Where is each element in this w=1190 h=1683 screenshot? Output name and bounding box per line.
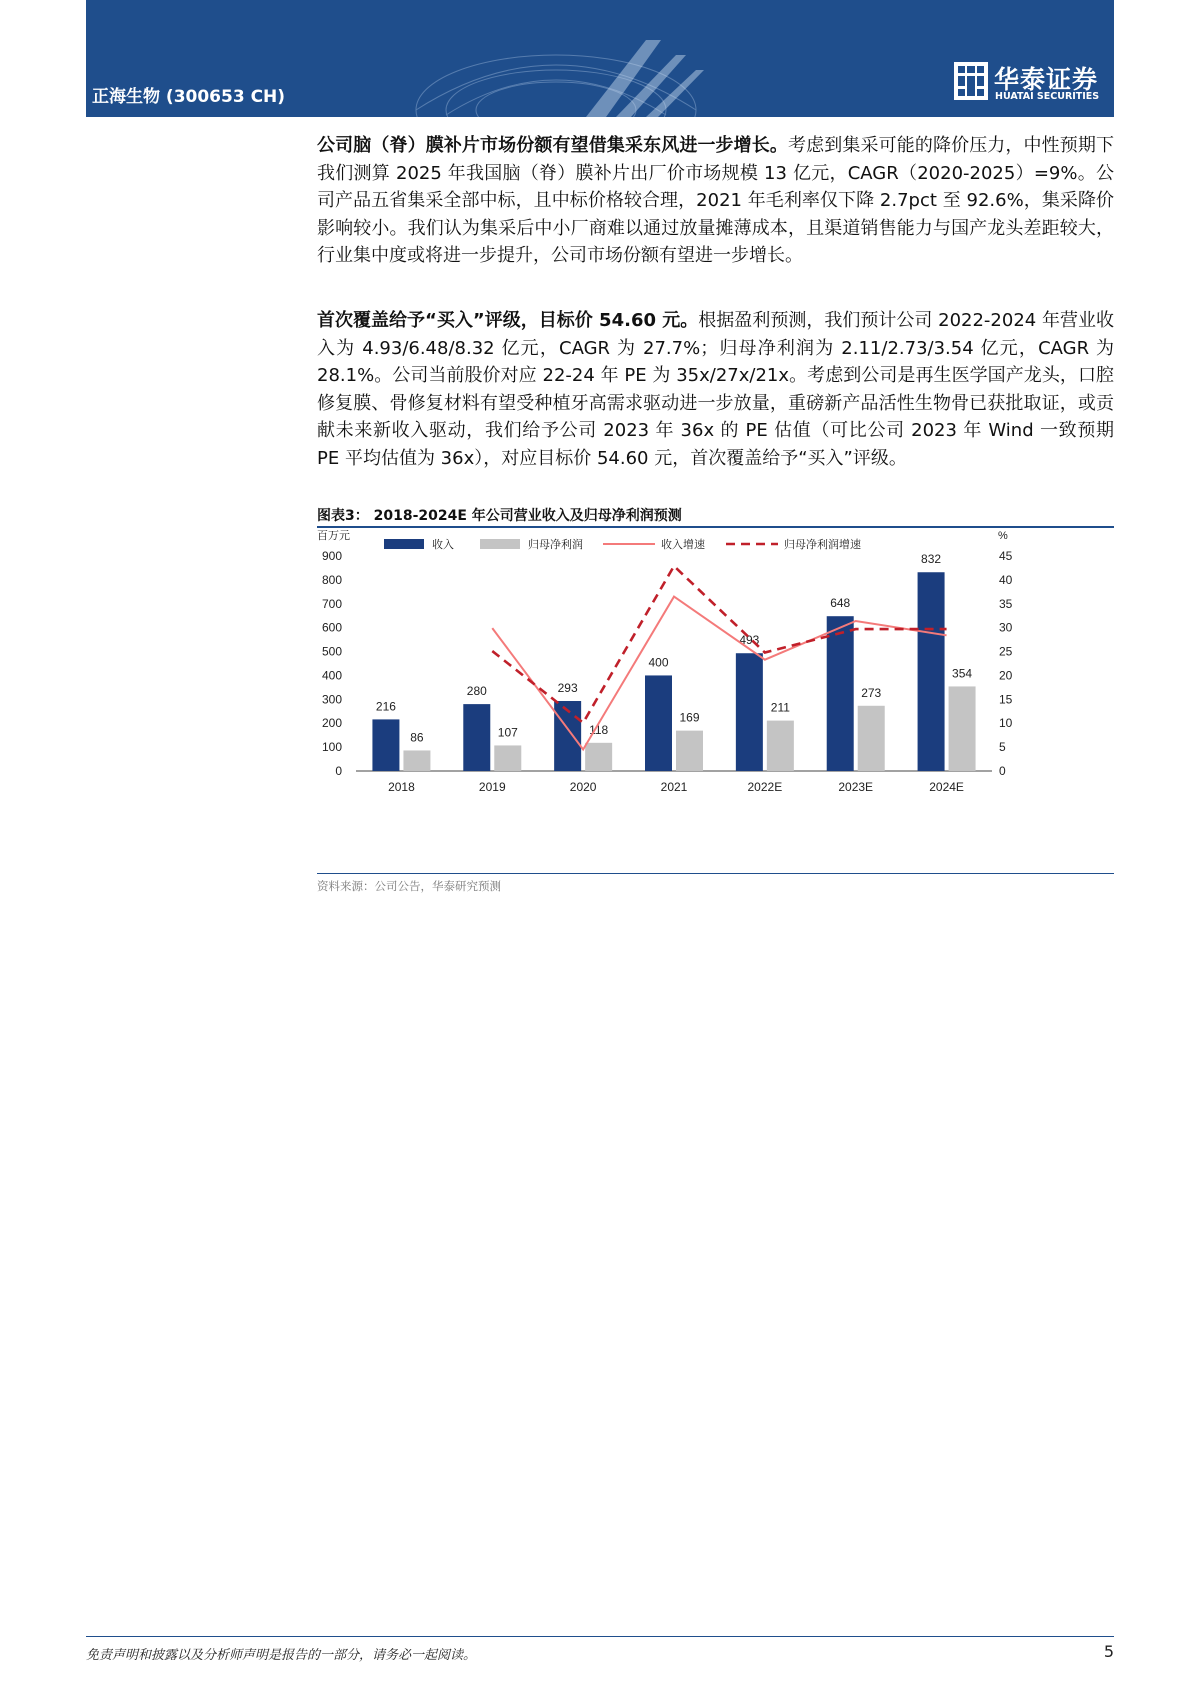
paragraph-lead: 首次覆盖给予“买入”评级，目标价 54.60 元。 bbox=[317, 310, 699, 331]
x-tick-label: 2019 bbox=[478, 780, 506, 794]
bar-data-label: 118 bbox=[589, 722, 609, 737]
figure-top-rule bbox=[317, 526, 1114, 528]
logo-chinese-name: 华泰证券 bbox=[994, 65, 1099, 94]
bar-data-label: 280 bbox=[466, 684, 487, 699]
bar-net-profit bbox=[676, 731, 703, 771]
bar-data-label: 169 bbox=[679, 710, 700, 725]
paragraph-body: 考虑到集采可能的降价压力，中性预期下我们测算 2025 年我国脑（脊）膜补片出厂价市场规模 13 亿元，CAGR（2020-2025）=9%。公司产品五省集采全部中标，且中标价格较合理，2021 年毛利率仅下降 2.7pct 至 92.6%，集采降价影响较小。我们认为集采后中小厂商难以通过放量摊薄成本，且渠道销售能力与国产龙头差距较大，行业集中度或将进一步提升，公司市场份额有望进一步增长。 bbox=[317, 135, 1115, 266]
logo-english-name: HUATAI SECURITIES bbox=[995, 91, 1100, 102]
bar-data-label: 211 bbox=[770, 700, 790, 715]
figure-bottom-rule bbox=[317, 873, 1114, 874]
stock-ticker: 正海生物 (300653 CH) bbox=[92, 87, 286, 107]
y-right-tick-label: 5 bbox=[999, 740, 1006, 755]
legend-label: 收入 bbox=[432, 539, 454, 551]
y-left-unit-label: 百万元 bbox=[317, 530, 350, 543]
y-right-tick-label: 35 bbox=[999, 596, 1013, 611]
bar-revenue bbox=[918, 572, 945, 771]
y-left-tick-label: 100 bbox=[321, 740, 342, 755]
bar-data-label: 273 bbox=[861, 685, 882, 700]
y-left-tick-label: 0 bbox=[335, 764, 342, 778]
paragraph-market-share bbox=[317, 132, 1114, 270]
bar-revenue bbox=[372, 719, 399, 771]
bar-net-profit bbox=[858, 706, 885, 771]
x-tick-label: 2018 bbox=[388, 780, 415, 794]
paragraph-body: 根据盈利预测，我们预计公司 2022-2024 年营业收入为 4.93/6.48/8.32 亿元，CAGR 为 27.7%；归母净利润为 2.11/2.73/3.54 亿元，CAGR 为 28.1%。公司当前股价对应 22-24 年 PE 为 35x/27x/21x。考虑到公司是再生医学国产龙头，口腔修复膜、骨修复材料有望受种植牙高需求驱动进一步放量，重磅新产品活性生物骨已获批取证，或贡献未来新收入驱动，我们给予公司 2023 年 36x 的 PE 估值（可比公司 2023 年 Wind 一致预期 PE 平均估值为 36x），对应目标价 54.60 元，首次覆盖给予“买入”评级。 bbox=[317, 310, 1114, 469]
y-left-tick-label: 200 bbox=[321, 716, 342, 731]
report-header bbox=[86, 0, 1114, 117]
y-right-unit-label: % bbox=[998, 530, 1008, 543]
footer-disclaimer: 免责声明和披露以及分析师声明是报告的一部分，请务必一起阅读。 bbox=[86, 1648, 477, 1663]
page-number: 5 bbox=[1103, 1642, 1114, 1661]
figure-source: 资料来源：公司公告，华泰研究预测 bbox=[317, 879, 501, 893]
paragraph-rating bbox=[317, 307, 1114, 472]
y-right-tick-label: 10 bbox=[999, 716, 1013, 731]
y-left-tick-label: 500 bbox=[321, 644, 342, 659]
legend-label: 归母净利润增速 bbox=[784, 539, 861, 551]
x-tick-label: 2021 bbox=[660, 780, 688, 794]
y-left-tick-label: 600 bbox=[321, 620, 342, 635]
bar-revenue bbox=[463, 704, 490, 771]
x-tick-label: 2022E bbox=[747, 780, 783, 794]
legend-label: 归母净利润 bbox=[528, 539, 583, 551]
y-right-tick-label: 15 bbox=[999, 692, 1013, 707]
bar-net-profit bbox=[403, 750, 430, 771]
bar-revenue bbox=[736, 653, 763, 771]
bar-revenue bbox=[827, 616, 854, 771]
bar-net-profit bbox=[585, 743, 612, 771]
bar-data-label: 493 bbox=[739, 633, 760, 648]
bar-net-profit bbox=[767, 721, 794, 771]
bar-data-label: 293 bbox=[557, 681, 578, 696]
y-right-tick-label: 25 bbox=[999, 644, 1013, 659]
paragraph-lead: 公司脑（脊）膜补片市场份额有望借集采东风进一步增长。 bbox=[317, 135, 789, 156]
figure-title: 图表3： 2018-2024E 年公司营业收入及归母净利润预测 bbox=[317, 508, 682, 524]
y-left-tick-label: 900 bbox=[321, 549, 342, 563]
y-right-tick-label: 20 bbox=[999, 668, 1013, 683]
y-right-tick-label: 45 bbox=[999, 549, 1013, 563]
y-left-tick-label: 400 bbox=[321, 668, 342, 683]
bar-net-profit bbox=[949, 686, 976, 771]
y-right-tick-label: 40 bbox=[999, 572, 1013, 587]
y-left-tick-label: 300 bbox=[321, 692, 342, 707]
bar-net-profit bbox=[494, 745, 521, 771]
x-tick-label: 2020 bbox=[569, 780, 597, 794]
huatai-logo bbox=[954, 60, 1106, 104]
bar-data-label: 216 bbox=[375, 699, 396, 714]
bar-revenue bbox=[645, 675, 672, 771]
x-tick-label: 2023E bbox=[838, 780, 874, 794]
y-left-tick-label: 700 bbox=[321, 596, 342, 611]
legend-label: 收入增速 bbox=[661, 539, 705, 551]
revenue-profit-chart bbox=[317, 530, 1114, 870]
y-left-tick-label: 800 bbox=[321, 572, 342, 587]
y-right-tick-label: 30 bbox=[999, 620, 1013, 635]
bar-data-label: 354 bbox=[952, 666, 973, 681]
bar-data-label: 86 bbox=[410, 730, 424, 745]
bar-data-label: 648 bbox=[830, 596, 851, 611]
footer-rule bbox=[86, 1636, 1114, 1637]
bar-data-label: 832 bbox=[921, 552, 942, 567]
y-right-tick-label: 0 bbox=[999, 764, 1006, 778]
legend-swatch bbox=[480, 539, 520, 549]
huatai-logo-icon bbox=[954, 62, 988, 100]
bar-data-label: 400 bbox=[648, 655, 669, 670]
legend-swatch bbox=[384, 539, 424, 549]
bar-data-label: 107 bbox=[497, 725, 518, 740]
x-tick-label: 2024E bbox=[929, 780, 964, 794]
